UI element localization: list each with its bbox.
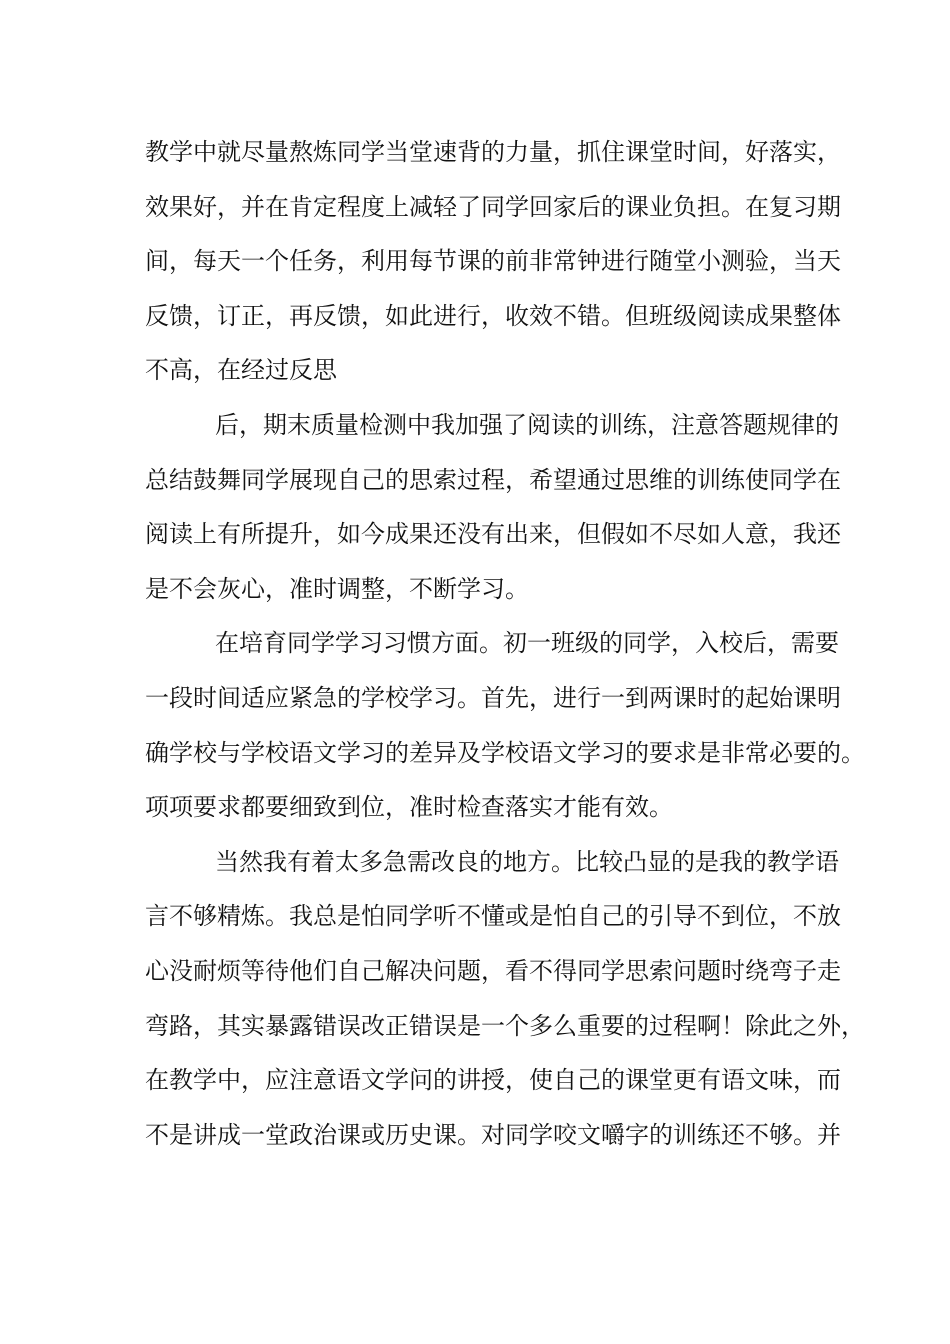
text-line: 反馈，订正，再反馈，如此进行，收效不错。但班级阅读成果整体 [145, 301, 841, 330]
text-line: 效果好，并在肯定程度上减轻了同学回家后的课业负担。在复习期 [145, 192, 841, 221]
paragraph-first-line: 当然我有着太多急需改良的地方。比较凸显的是我的教学语 [215, 847, 839, 876]
text-line: 项项要求都要细致到位，准时检查落实才能有效。 [145, 793, 673, 822]
text-line: 心没耐烦等待他们自己解决问题，看不得同学思索问题时绕弯子走 [145, 956, 841, 985]
text-line: 间，每天一个任务，利用每节课的前非常钟进行随堂小测验，当天 [145, 247, 841, 276]
text-line: 言不够精炼。我总是怕同学听不懂或是怕自己的引导不到位，不放 [145, 902, 841, 931]
text-line: 不是讲成一堂政治课或历史课。对同学咬文嚼字的训练还不够。并 [145, 1120, 841, 1149]
text-line: 在教学中，应注意语文学问的讲授，使自己的课堂更有语文味，而 [145, 1066, 841, 1095]
paragraph-first-line: 后，期末质量检测中我加强了阅读的训练，注意答题规律的 [215, 410, 839, 439]
body-text [145, 125, 865, 1162]
text-line: 教学中就尽量熬炼同学当堂速背的力量，抓住课堂时间，好落实， [145, 138, 841, 166]
text-line: 总结鼓舞同学展现自己的思索过程，希望通过思维的训练使同学在 [145, 465, 841, 494]
text-line: 阅读上有所提升，如今成果还没有出来，但假如不尽如人意，我还 [145, 520, 841, 549]
text-line: 确学校与学校语文学习的差异及学校语文学习的要求是非常必要的。 [145, 738, 865, 767]
text-line: 不高，在经过反思 [145, 356, 337, 385]
text-line: 弯路，其实暴露错误改正错误是一个多么重要的过程啊！除此之外， [145, 1011, 865, 1040]
paragraph-first-line: 在培育同学学习习惯方面。初一班级的同学，入校后，需要 [215, 629, 839, 658]
text-line: 一段时间适应紧急的学校学习。首先，进行一到两课时的起始课明 [145, 683, 841, 712]
text-line: 是不会灰心，准时调整，不断学习。 [145, 574, 529, 603]
